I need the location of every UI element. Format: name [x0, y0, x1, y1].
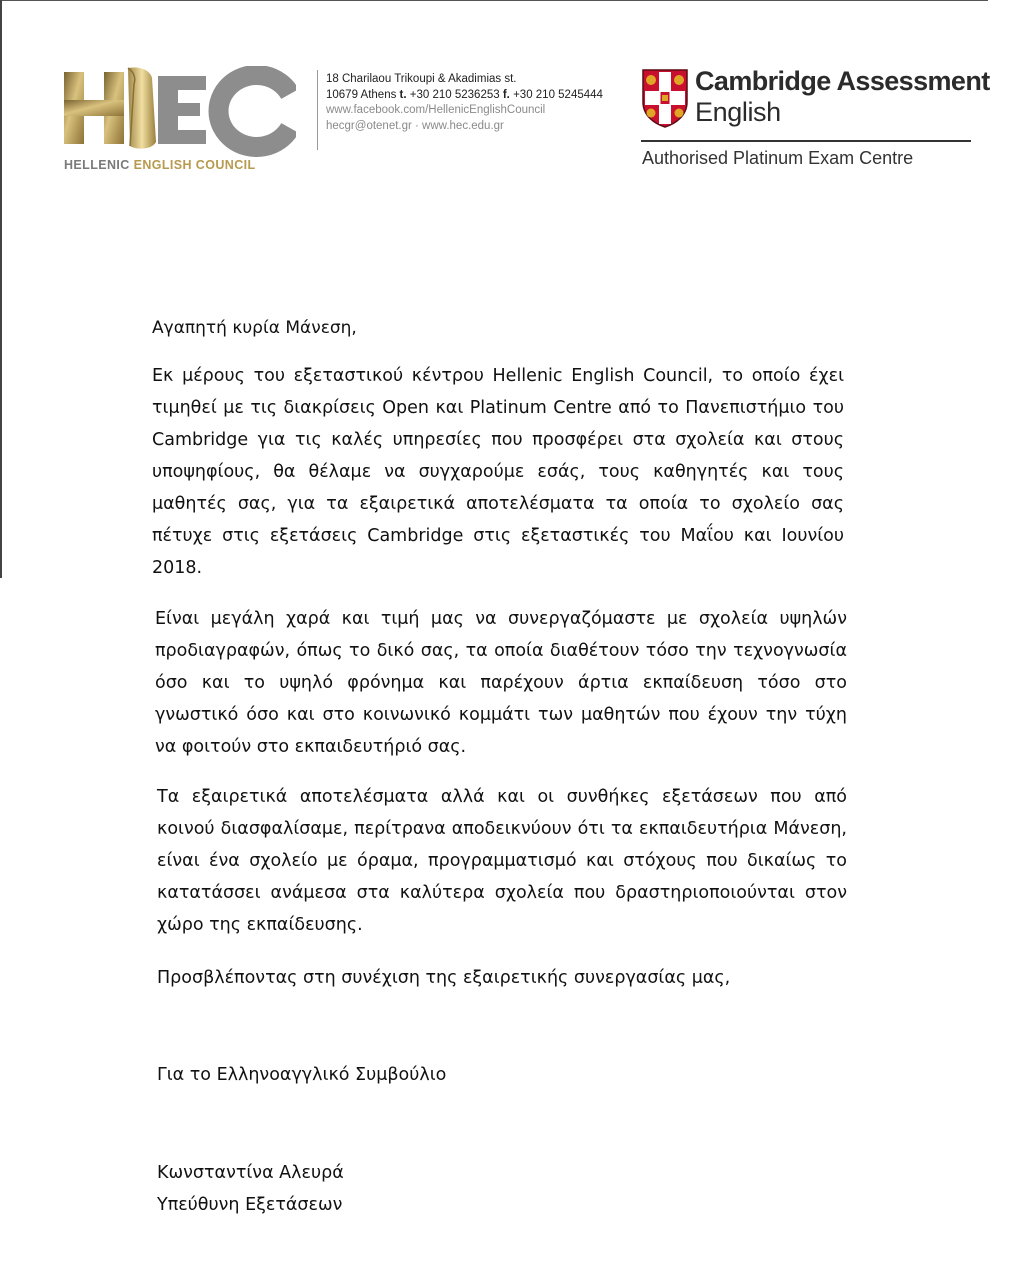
email-web-link[interactable]: hecgr@otenet.gr · www.hec.edu.gr — [326, 119, 504, 132]
fax-number: +30 210 5245444 — [513, 88, 603, 101]
cambridge-title: Cambridge Assessment — [695, 66, 990, 96]
city: 10679 Athens — [326, 88, 397, 101]
letter-paragraph-3: Τα εξαιρετικά αποτελέσματα αλλά και οι συνθήκες εξετάσεων που από κοινού διασφαλίσαμε, περίτρανα αποδεικνύουν ότι τα εκπαιδευτήρια Μάνεση, είναι ένα σχολείο με όραμα, προγραμματισμό και στόχους που δικαίως το κατατάσσει ανάμεσα στα καλύτερα σχολεία που δραστηριοποιούνται στον χώρο της εκπαίδευσης. — [157, 787, 847, 935]
address-line: 18 Charilaou Trikoupi & Akadimias st. — [326, 73, 517, 85]
hec-caption — [64, 158, 256, 172]
hec-caption-word2: ENGLISH COUNCIL — [133, 158, 256, 172]
tel-number: +30 210 5236253 — [409, 88, 500, 101]
facebook-link[interactable]: www.facebook.com/HellenicEnglishCouncil — [326, 104, 546, 116]
hec-caption-word1: HELLENIC — [64, 158, 130, 172]
cambridge-subtitle: English — [695, 97, 781, 127]
letter-paragraph-2: Είναι μεγάλη χαρά και τιμή μας να συνεργαζόμαστε με σχολεία υψηλών προδιαγραφών, όπως το δικό σας, τα οποία διαθέτουν τόσο την τεχνογνωσία όσο και το υψηλό φρόνημα και παρέχουν άρτια εκπαίδευση τόσο στο γνωστικό όσο και στο κοινωνικό κομμάτι των μαθητών που έχουν την τύχη να φοιτούν στο εκπαιδευτήριό σας. — [155, 609, 847, 757]
letter-greeting: Αγαπητή κυρία Μάνεση, — [152, 318, 357, 338]
page-top-border — [0, 0, 988, 1]
contact-block — [326, 72, 603, 134]
authorised-centre-label: Authorised Platinum Exam Centre — [642, 148, 914, 168]
page-left-border — [0, 0, 2, 578]
cambridge-shield-icon — [641, 68, 689, 128]
signature-role: Υπεύθυνη Εξετάσεων — [157, 1195, 343, 1215]
letter-closing: Προσβλέποντας στη συνέχιση της εξαιρετικής συνεργασίας μας, — [157, 968, 731, 988]
signature-name: Κωνσταντίνα Αλευρά — [157, 1163, 344, 1183]
tel-label: t. — [399, 88, 407, 101]
header-divider — [317, 70, 318, 150]
signature-organization: Για το Ελληνοαγγλικό Συμβούλιο — [157, 1065, 447, 1085]
fax-label: f. — [502, 88, 510, 101]
phone-line — [326, 88, 603, 104]
cambridge-rule — [641, 140, 971, 142]
letter-paragraph-1: Εκ μέρους του εξεταστικού κέντρου Hellenic English Council, το οποίο έχει τιμηθεί με τις διακρίσεις Open και Platinum Centre από το Πανεπιστήμιο του Cambridge για τις καλές υπηρεσίες που προσφέρει στα σχολεία και στους υποψηφίους, θα θέλαμε να συγχαρούμε εσάς, τους καθηγητές και τους μαθητές σας, για τα εξαιρετικά αποτελέσματα τα οποία το σχολείο σας πέτυχε στις εξετάσεις Cambridge στις εξεταστικές του Μαΐου και Ιουνίου 2018. — [152, 366, 844, 578]
